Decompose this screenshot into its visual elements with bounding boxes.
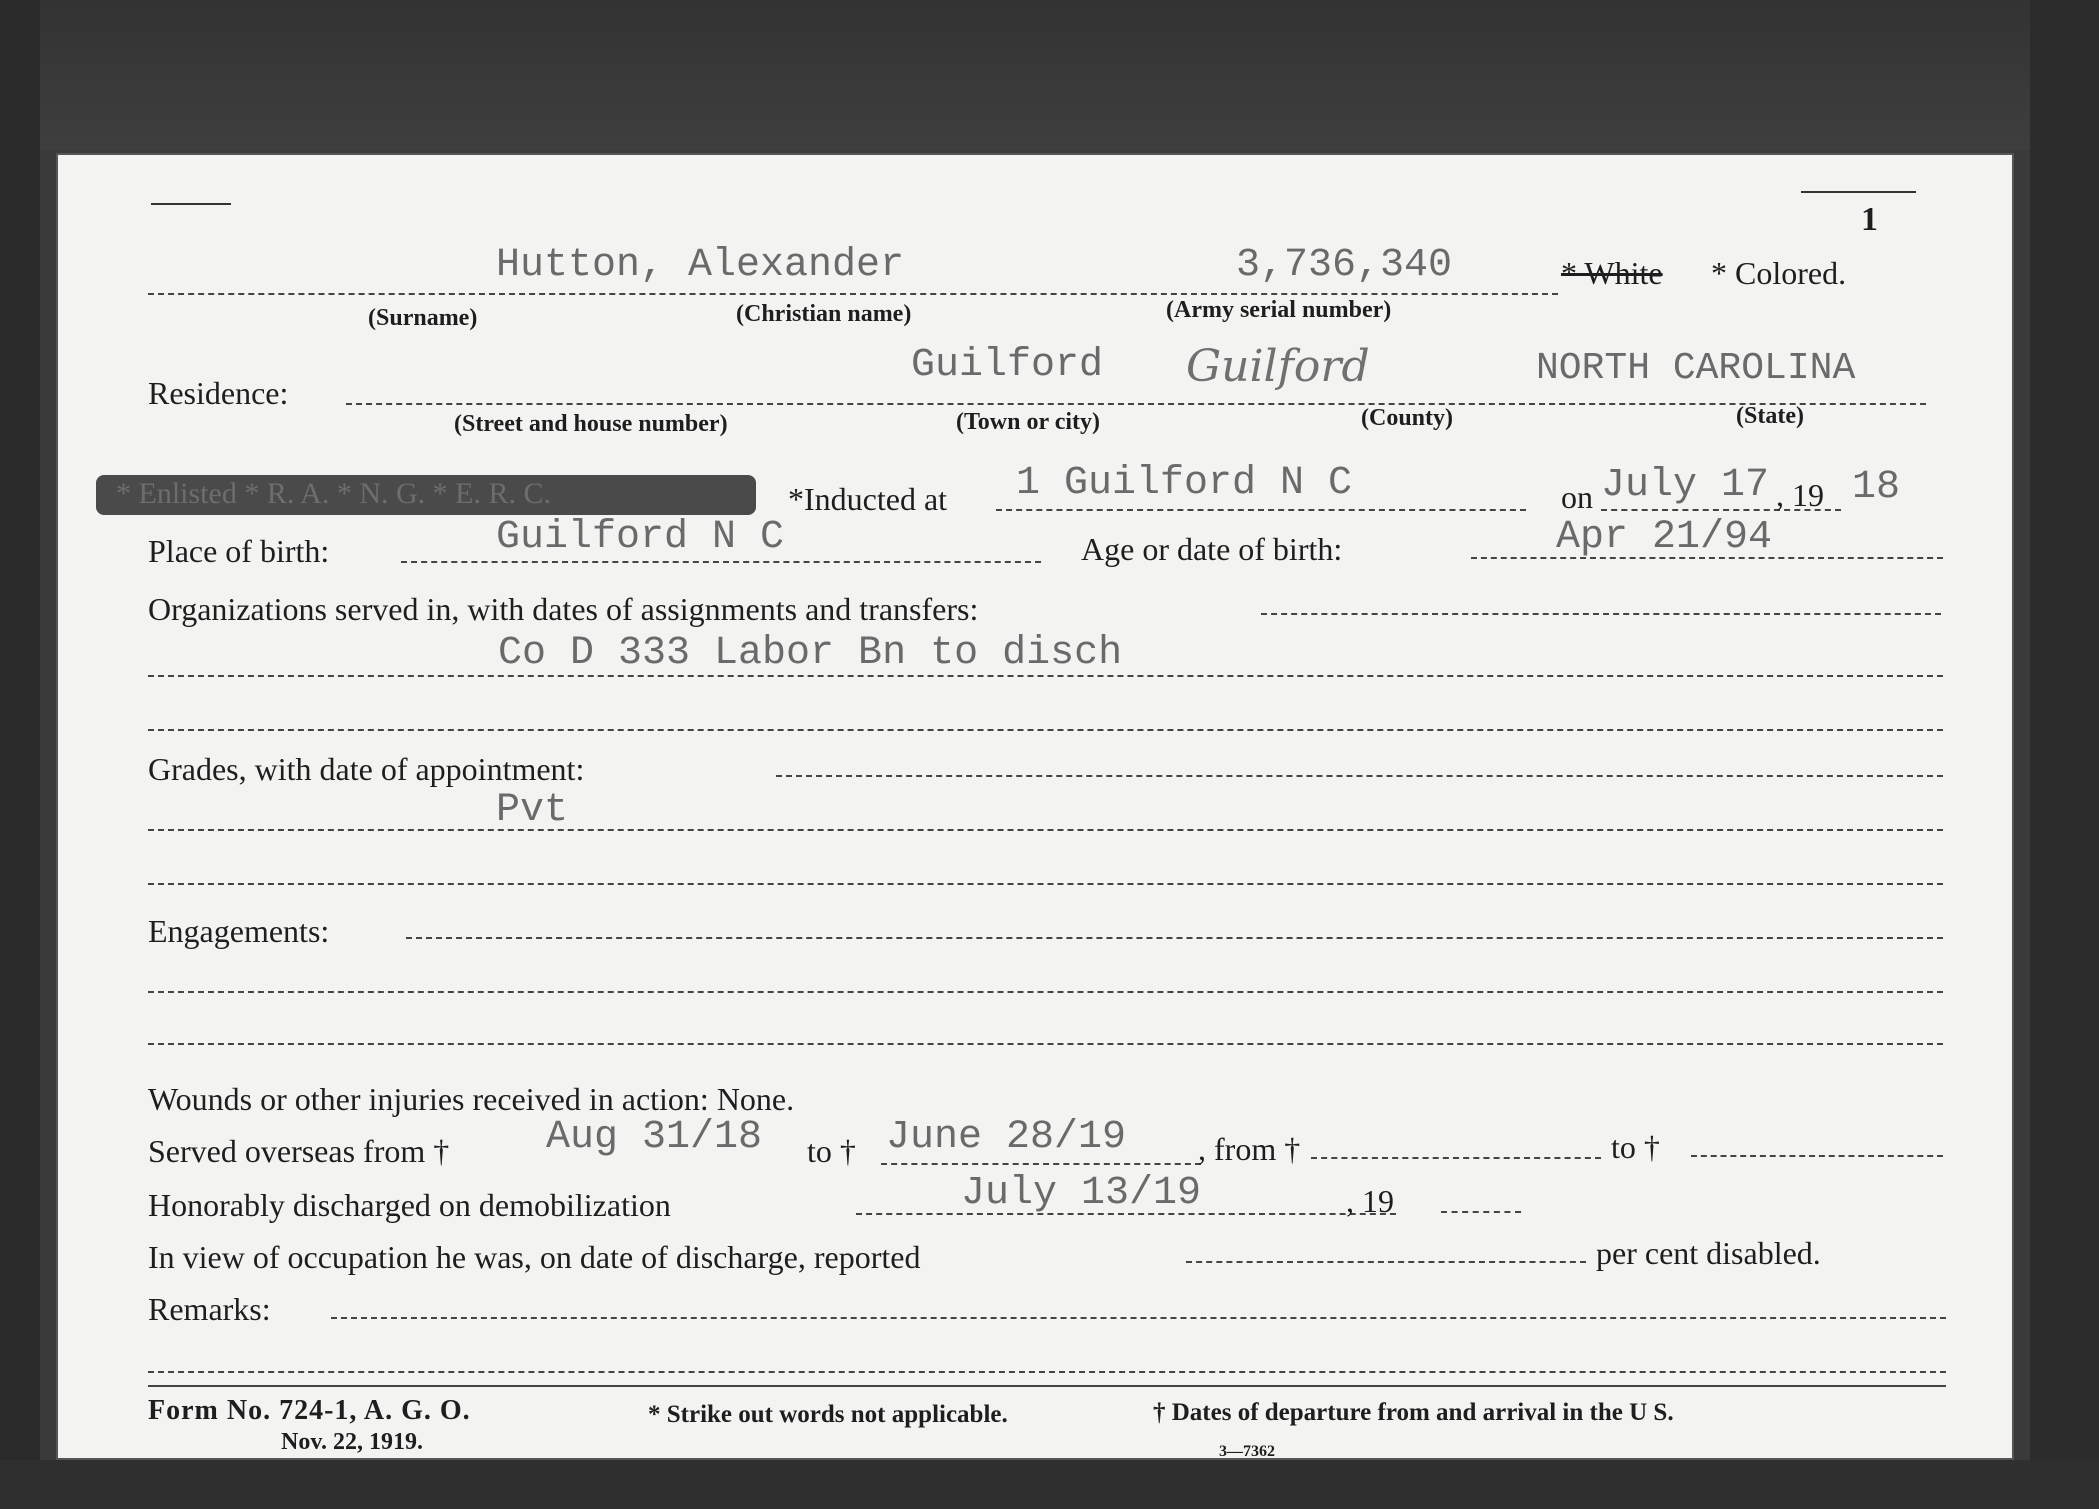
- engagements-line-1: [406, 937, 1943, 939]
- enlisted-options: * Enlisted * R. A. * N. G. * E. R. C.: [116, 477, 552, 510]
- discharge-date-value: July 13/19: [961, 1171, 1202, 1216]
- organizations-label: Organizations served in, with dates of assignments and transfers:: [148, 591, 979, 627]
- discharge-year-label: , 19: [1346, 1183, 1394, 1219]
- engagements-line-3: [148, 1043, 1943, 1045]
- organizations-line-1: [1261, 613, 1941, 615]
- grades-line-2: [148, 829, 1943, 831]
- footer-rule: [148, 1385, 1946, 1387]
- grades-line-3: [148, 883, 1943, 885]
- form-date: Nov. 22, 1919.: [281, 1429, 424, 1455]
- overseas-to2-label: to †: [1611, 1129, 1660, 1165]
- form-number: Form No. 724-1, A. G. O.: [148, 1395, 471, 1426]
- residence-label: Residence:: [148, 375, 289, 411]
- residence-state-value: NORTH CAROLINA: [1536, 347, 1856, 390]
- town-caption: (Town or city): [956, 409, 1100, 435]
- residence-line: [346, 403, 1926, 405]
- state-caption: (State): [1736, 403, 1804, 429]
- disability-suffix: per cent disabled.: [1596, 1235, 1821, 1271]
- overseas-from2-label: , from †: [1198, 1131, 1301, 1167]
- record-card: [56, 153, 2014, 1460]
- overseas-from2-line: [1311, 1157, 1601, 1159]
- top-left-rule: [151, 203, 231, 205]
- overseas-to-value: June 28/19: [886, 1115, 1127, 1160]
- serial-caption: (Army serial number): [1166, 297, 1392, 323]
- organizations-value: Co D 333 Labor Bn to disch: [498, 631, 1123, 676]
- grades-value: Pvt: [496, 788, 569, 833]
- remarks-line-2: [148, 1371, 1946, 1373]
- overseas-to2-line: [1691, 1155, 1943, 1157]
- remarks-label: Remarks:: [148, 1291, 271, 1327]
- top-right-rule: [1801, 191, 1916, 193]
- strike-note: * Strike out words not applicable.: [648, 1401, 1008, 1428]
- christian-name-caption: (Christian name): [736, 301, 912, 327]
- background-bottom: [0, 1460, 2099, 1509]
- induction-date-value: July 17: [1601, 463, 1770, 508]
- print-code: 3—7362: [1219, 1443, 1275, 1460]
- background-right: [2030, 0, 2099, 1509]
- card-number: 1: [1861, 201, 1878, 238]
- inducted-at-value: 1 Guilford N C: [1016, 461, 1353, 506]
- place-of-birth-line: [401, 561, 1041, 563]
- residence-county-value: Guilford: [1186, 341, 1370, 392]
- organizations-line-2: [148, 675, 1943, 677]
- engagements-line-2: [148, 991, 1943, 993]
- colored-label: * Colored.: [1711, 255, 1847, 291]
- grades-line-1: [776, 775, 1943, 777]
- overseas-from-label: Served overseas from †: [148, 1133, 450, 1169]
- organizations-line-3: [148, 729, 1943, 731]
- overseas-to-line: [881, 1163, 1201, 1165]
- name-line: [148, 293, 1558, 295]
- age-label: Age or date of birth:: [1081, 531, 1343, 567]
- discharge-label: Honorably discharged on demobilization: [148, 1187, 671, 1223]
- dates-note: † Dates of departure from and arrival in the U S.: [1153, 1399, 1674, 1426]
- grades-label: Grades, with date of appointment:: [148, 751, 585, 787]
- surname-name-value: Hutton, Alexander: [496, 243, 905, 288]
- inducted-line: [996, 509, 1526, 511]
- residence-town-value: Guilford: [911, 343, 1104, 388]
- date-of-birth-line: [1471, 557, 1943, 559]
- inducted-label: *Inducted at: [788, 481, 948, 517]
- street-caption: (Street and house number): [454, 411, 728, 437]
- place-of-birth-value: Guilford N C: [496, 515, 785, 560]
- engagements-label: Engagements:: [148, 913, 330, 949]
- discharge-year-line: [1441, 1211, 1521, 1213]
- disability-label: In view of occupation he was, on date of discharge, reported: [148, 1239, 921, 1275]
- surname-caption: (Surname): [368, 305, 478, 331]
- overseas-to-label: to †: [807, 1133, 856, 1169]
- place-of-birth-label: Place of birth:: [148, 533, 330, 569]
- remarks-line-1: [331, 1317, 1946, 1319]
- county-caption: (County): [1361, 405, 1454, 431]
- induction-year-value: 18: [1852, 465, 1901, 510]
- date-of-birth-value: Apr 21/94: [1556, 515, 1773, 560]
- serial-number-value: 3,736,340: [1236, 243, 1453, 288]
- background-left: [0, 0, 40, 1509]
- overseas-from-value: Aug 31/18: [546, 1115, 763, 1160]
- disability-line: [1186, 1261, 1586, 1263]
- background-top: [0, 0, 2099, 150]
- wounds-label: Wounds or other injuries received in action: None.: [148, 1081, 795, 1117]
- white-label: * White: [1561, 255, 1663, 291]
- induction-year-label: , 19: [1776, 477, 1824, 513]
- on-label: on: [1561, 479, 1593, 515]
